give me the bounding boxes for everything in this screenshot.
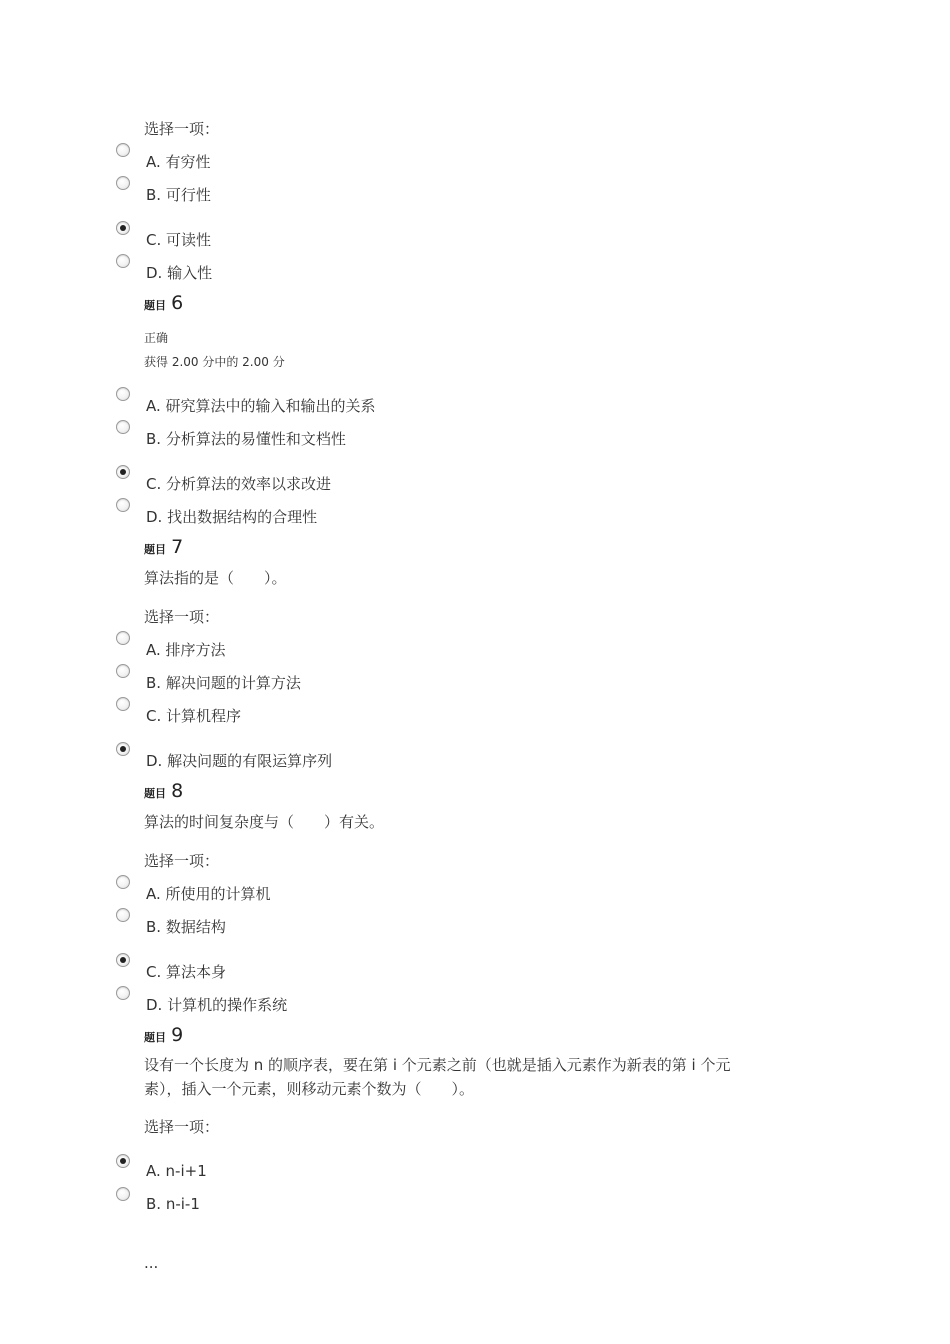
q7-option-d-radio[interactable] (116, 742, 130, 756)
q8-option-d-radio[interactable] (116, 986, 130, 1000)
q8-option-c-radio[interactable] (116, 953, 130, 967)
q8-option-a-radio[interactable] (116, 875, 130, 889)
q6-status: 正确 (144, 331, 169, 345)
q5-option-b[interactable]: B. 可行性 (146, 186, 211, 204)
q6-option-a[interactable]: A. 研究算法中的输入和输出的关系 (146, 397, 376, 415)
q8-text: 算法的时间复杂度与（ ）有关。 (144, 813, 385, 831)
q6-number: 6 (171, 292, 184, 314)
q8-header (144, 780, 183, 802)
q8-option-b-radio[interactable] (116, 908, 130, 922)
q9-text-line1: 设有一个长度为 n 的顺序表，要在第 i 个元素之前（也就是插入元素作为新表的第 i 个元 (144, 1056, 731, 1074)
q6-label: 题目 (144, 299, 166, 312)
q9-label: 题目 (144, 1031, 166, 1044)
q7-option-c-radio[interactable] (116, 697, 130, 711)
q6-option-a-radio[interactable] (116, 387, 130, 401)
q8-option-c[interactable]: C. 算法本身 (146, 963, 227, 981)
q9-number: 9 (171, 1024, 184, 1046)
q9-text-line2: 素），插入一个元素，则移动元素个数为（ ）。 (144, 1080, 475, 1098)
q9-option-b[interactable]: B. n-i-1 (146, 1195, 200, 1213)
q5-option-d-radio[interactable] (116, 254, 130, 268)
q9-header (144, 1024, 183, 1046)
q9-option-a-radio[interactable] (116, 1154, 130, 1168)
q5-prompt: 选择一项： (144, 120, 220, 138)
q8-option-b[interactable]: B. 数据结构 (146, 918, 226, 936)
q5-option-a[interactable]: A. 有穷性 (146, 153, 211, 171)
q8-prompt: 选择一项： (144, 852, 220, 870)
q7-header (144, 536, 183, 558)
q7-option-c[interactable]: C. 计算机程序 (146, 707, 242, 725)
q6-header (144, 292, 183, 314)
q8-option-a[interactable]: A. 所使用的计算机 (146, 885, 271, 903)
q7-option-b-radio[interactable] (116, 664, 130, 678)
q6-option-c[interactable]: C. 分析算法的效率以求改进 (146, 475, 332, 493)
q7-label: 题目 (144, 543, 166, 556)
q8-number: 8 (171, 780, 184, 802)
q6-option-d-radio[interactable] (116, 498, 130, 512)
q7-option-b[interactable]: B. 解决问题的计算方法 (146, 674, 301, 692)
q7-number: 7 (171, 536, 184, 558)
q8-label: 题目 (144, 787, 166, 800)
continuation-ellipsis: ... (144, 1254, 159, 1272)
q6-score: 获得 2.00 分中的 2.00 分 (144, 355, 285, 369)
q9-option-b-radio[interactable] (116, 1187, 130, 1201)
q5-option-c[interactable]: C. 可读性 (146, 231, 212, 249)
q5-option-c-radio[interactable] (116, 221, 130, 235)
q7-text: 算法指的是（ ）。 (144, 569, 287, 587)
q6-option-d[interactable]: D. 找出数据结构的合理性 (146, 508, 318, 526)
q9-option-a[interactable]: A. n-i+1 (146, 1162, 207, 1180)
q5-option-a-radio[interactable] (116, 143, 130, 157)
q5-option-b-radio[interactable] (116, 176, 130, 190)
q7-option-a-radio[interactable] (116, 631, 130, 645)
q6-option-c-radio[interactable] (116, 465, 130, 479)
q9-prompt: 选择一项： (144, 1118, 220, 1136)
q5-option-d[interactable]: D. 输入性 (146, 264, 213, 282)
q6-option-b[interactable]: B. 分析算法的易懂性和文档性 (146, 430, 346, 448)
q7-option-a[interactable]: A. 排序方法 (146, 641, 226, 659)
q6-option-b-radio[interactable] (116, 420, 130, 434)
q7-option-d[interactable]: D. 解决问题的有限运算序列 (146, 752, 333, 770)
q7-prompt: 选择一项： (144, 608, 220, 626)
q8-option-d[interactable]: D. 计算机的操作系统 (146, 996, 288, 1014)
